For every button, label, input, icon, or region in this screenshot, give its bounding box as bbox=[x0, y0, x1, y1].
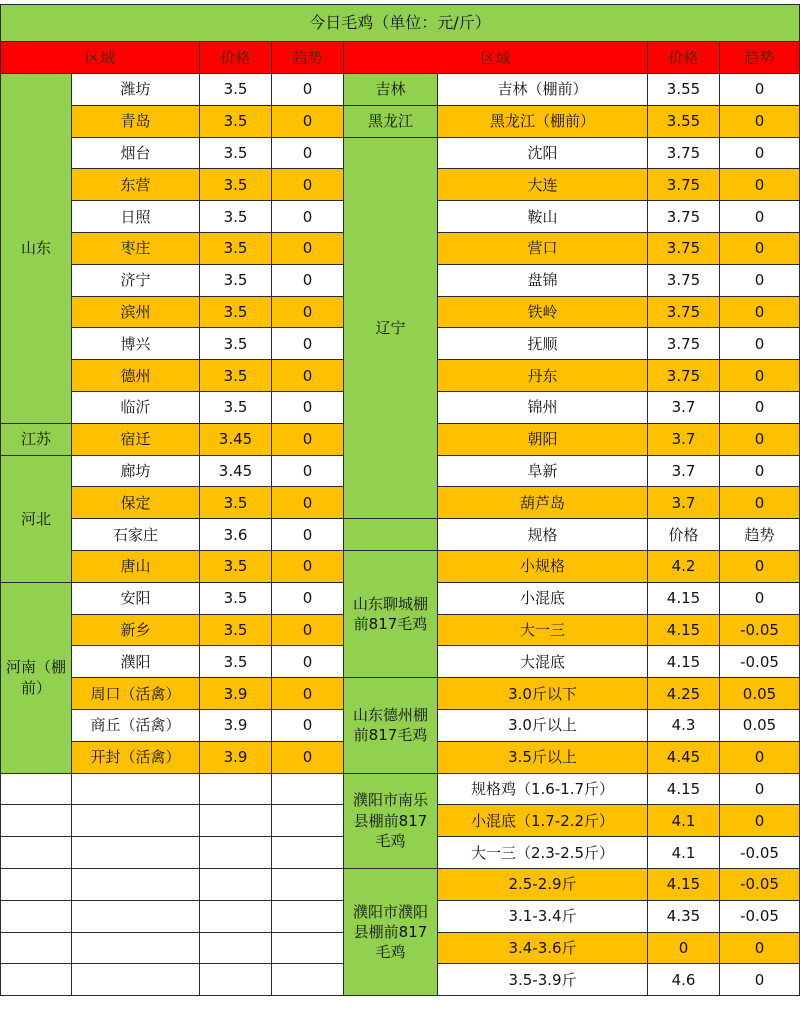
item-price: 3.75 bbox=[648, 328, 720, 360]
item-trend: 0 bbox=[720, 328, 800, 360]
item-name: 3.1-3.4斤 bbox=[438, 901, 648, 933]
item-name: 3.4-3.6斤 bbox=[438, 933, 648, 965]
empty-cell bbox=[72, 933, 200, 965]
city-price: 3.5 bbox=[200, 169, 272, 201]
item-name: 盘锦 bbox=[438, 265, 648, 297]
item-price: 3.75 bbox=[648, 360, 720, 392]
region-group: 辽宁 bbox=[344, 138, 438, 520]
item-price: 3.75 bbox=[648, 138, 720, 170]
city-trend: 0 bbox=[272, 138, 344, 170]
header-price-right: 价格 bbox=[648, 42, 720, 74]
item-name: 大连 bbox=[438, 169, 648, 201]
item-trend: -0.05 bbox=[720, 837, 800, 869]
city-name: 枣庄 bbox=[72, 233, 200, 265]
item-trend: 0 bbox=[720, 201, 800, 233]
city-trend: 0 bbox=[272, 74, 344, 106]
item-trend: -0.05 bbox=[720, 646, 800, 678]
city-trend: 0 bbox=[272, 201, 344, 233]
city-name: 廊坊 bbox=[72, 456, 200, 488]
city-trend: 0 bbox=[272, 710, 344, 742]
city-name: 德州 bbox=[72, 360, 200, 392]
city-trend: 0 bbox=[272, 265, 344, 297]
header-region-right: 区域 bbox=[344, 42, 648, 74]
item-price: 3.55 bbox=[648, 106, 720, 138]
item-trend: 0 bbox=[720, 233, 800, 265]
item-name: 大一三 bbox=[438, 615, 648, 647]
item-name: 3.0斤以下 bbox=[438, 678, 648, 710]
city-price: 3.45 bbox=[200, 424, 272, 456]
province-group: 河北 bbox=[0, 456, 72, 583]
item-price: 4.15 bbox=[648, 646, 720, 678]
item-price: 4.15 bbox=[648, 583, 720, 615]
item-price: 3.75 bbox=[648, 233, 720, 265]
item-price: 3.75 bbox=[648, 169, 720, 201]
item-price: 4.15 bbox=[648, 869, 720, 901]
region-group: 山东聊城棚前817毛鸡 bbox=[344, 551, 438, 678]
item-price: 3.55 bbox=[648, 74, 720, 106]
city-trend: 0 bbox=[272, 233, 344, 265]
empty-cell bbox=[272, 774, 344, 806]
empty-cell bbox=[272, 837, 344, 869]
empty-cell bbox=[272, 805, 344, 837]
item-price: 4.1 bbox=[648, 837, 720, 869]
item-name: 小混底（1.7-2.2斤） bbox=[438, 805, 648, 837]
item-price: 4.3 bbox=[648, 710, 720, 742]
city-name: 石家庄 bbox=[72, 519, 200, 551]
region-group: 黑龙江 bbox=[344, 106, 438, 138]
item-trend: 0 bbox=[720, 774, 800, 806]
item-trend: 0.05 bbox=[720, 710, 800, 742]
city-name: 濮阳 bbox=[72, 646, 200, 678]
empty-cell bbox=[272, 933, 344, 965]
empty-cell bbox=[0, 933, 72, 965]
city-price: 3.9 bbox=[200, 742, 272, 774]
item-name: 大混底 bbox=[438, 646, 648, 678]
empty-cell bbox=[200, 837, 272, 869]
item-name: 规格 bbox=[438, 519, 648, 551]
item-price: 3.75 bbox=[648, 265, 720, 297]
item-price: 3.7 bbox=[648, 487, 720, 519]
header-trend-right: 趋势 bbox=[720, 42, 800, 74]
city-trend: 0 bbox=[272, 360, 344, 392]
item-trend: 0 bbox=[720, 297, 800, 329]
region-group: 吉林 bbox=[344, 74, 438, 106]
item-price: 3.75 bbox=[648, 201, 720, 233]
region-group: 濮阳市濮阳县棚前817毛鸡 bbox=[344, 869, 438, 996]
city-price: 3.5 bbox=[200, 265, 272, 297]
item-name: 黑龙江（棚前） bbox=[438, 106, 648, 138]
item-trend: -0.05 bbox=[720, 869, 800, 901]
item-name: 吉林（棚前） bbox=[438, 74, 648, 106]
item-price: 3.7 bbox=[648, 392, 720, 424]
item-name: 3.5-3.9斤 bbox=[438, 964, 648, 996]
item-price: 4.1 bbox=[648, 805, 720, 837]
item-trend: 0 bbox=[720, 964, 800, 996]
city-trend: 0 bbox=[272, 742, 344, 774]
city-trend: 0 bbox=[272, 583, 344, 615]
city-name: 日照 bbox=[72, 201, 200, 233]
city-name: 新乡 bbox=[72, 615, 200, 647]
city-trend: 0 bbox=[272, 615, 344, 647]
city-name: 青岛 bbox=[72, 106, 200, 138]
region-group bbox=[344, 519, 438, 551]
item-price: 4.2 bbox=[648, 551, 720, 583]
city-trend: 0 bbox=[272, 551, 344, 583]
item-trend: 0 bbox=[720, 742, 800, 774]
city-price: 3.5 bbox=[200, 74, 272, 106]
item-name: 阜新 bbox=[438, 456, 648, 488]
city-name: 东营 bbox=[72, 169, 200, 201]
empty-cell bbox=[0, 837, 72, 869]
region-group: 山东德州棚前817毛鸡 bbox=[344, 678, 438, 773]
empty-cell bbox=[72, 774, 200, 806]
item-name: 朝阳 bbox=[438, 424, 648, 456]
city-price: 3.6 bbox=[200, 519, 272, 551]
item-price: 4.45 bbox=[648, 742, 720, 774]
empty-cell bbox=[0, 901, 72, 933]
province-group: 江苏 bbox=[0, 424, 72, 456]
city-name: 安阳 bbox=[72, 583, 200, 615]
table-title: 今日毛鸡（单位：元/斤） bbox=[0, 4, 800, 42]
item-trend: 0 bbox=[720, 360, 800, 392]
city-name: 开封（活禽） bbox=[72, 742, 200, 774]
city-name: 保定 bbox=[72, 487, 200, 519]
city-price: 3.9 bbox=[200, 710, 272, 742]
empty-cell bbox=[0, 964, 72, 996]
item-price: 4.15 bbox=[648, 774, 720, 806]
empty-cell bbox=[200, 901, 272, 933]
header-price-left: 价格 bbox=[200, 42, 272, 74]
city-price: 3.5 bbox=[200, 646, 272, 678]
empty-cell bbox=[272, 901, 344, 933]
item-name: 铁岭 bbox=[438, 297, 648, 329]
item-trend: 0 bbox=[720, 933, 800, 965]
city-trend: 0 bbox=[272, 519, 344, 551]
city-name: 商丘（活禽） bbox=[72, 710, 200, 742]
item-name: 小混底 bbox=[438, 583, 648, 615]
city-price: 3.5 bbox=[200, 201, 272, 233]
item-price: 3.75 bbox=[648, 297, 720, 329]
item-trend: 0 bbox=[720, 265, 800, 297]
city-trend: 0 bbox=[272, 424, 344, 456]
item-price: 3.7 bbox=[648, 456, 720, 488]
city-name: 滨州 bbox=[72, 297, 200, 329]
item-name: 小规格 bbox=[438, 551, 648, 583]
province-group: 河南（棚前） bbox=[0, 583, 72, 774]
item-trend: 0 bbox=[720, 169, 800, 201]
city-price: 3.5 bbox=[200, 106, 272, 138]
item-name: 3.0斤以上 bbox=[438, 710, 648, 742]
item-trend: -0.05 bbox=[720, 901, 800, 933]
city-trend: 0 bbox=[272, 392, 344, 424]
item-price: 4.15 bbox=[648, 615, 720, 647]
empty-cell bbox=[0, 869, 72, 901]
item-trend: 0 bbox=[720, 106, 800, 138]
header-trend-left: 趋势 bbox=[272, 42, 344, 74]
item-trend: 0 bbox=[720, 392, 800, 424]
city-price: 3.5 bbox=[200, 392, 272, 424]
item-name: 2.5-2.9斤 bbox=[438, 869, 648, 901]
city-price: 3.5 bbox=[200, 487, 272, 519]
city-trend: 0 bbox=[272, 487, 344, 519]
city-name: 潍坊 bbox=[72, 74, 200, 106]
item-trend: 趋势 bbox=[720, 519, 800, 551]
item-trend: 0 bbox=[720, 583, 800, 615]
item-trend: 0 bbox=[720, 456, 800, 488]
city-price: 3.5 bbox=[200, 360, 272, 392]
empty-cell bbox=[200, 774, 272, 806]
city-name: 临沂 bbox=[72, 392, 200, 424]
empty-cell bbox=[0, 805, 72, 837]
city-name: 周口（活禽） bbox=[72, 678, 200, 710]
city-name: 博兴 bbox=[72, 328, 200, 360]
city-price: 3.5 bbox=[200, 615, 272, 647]
empty-cell bbox=[72, 869, 200, 901]
item-price: 0 bbox=[648, 933, 720, 965]
empty-cell bbox=[272, 869, 344, 901]
city-name: 烟台 bbox=[72, 138, 200, 170]
empty-cell bbox=[72, 901, 200, 933]
empty-cell bbox=[200, 964, 272, 996]
empty-cell bbox=[72, 964, 200, 996]
item-name: 丹东 bbox=[438, 360, 648, 392]
item-price: 价格 bbox=[648, 519, 720, 551]
empty-cell bbox=[200, 869, 272, 901]
city-trend: 0 bbox=[272, 678, 344, 710]
city-name: 宿迁 bbox=[72, 424, 200, 456]
item-name: 鞍山 bbox=[438, 201, 648, 233]
item-price: 4.35 bbox=[648, 901, 720, 933]
item-name: 营口 bbox=[438, 233, 648, 265]
item-name: 沈阳 bbox=[438, 138, 648, 170]
city-price: 3.5 bbox=[200, 551, 272, 583]
item-trend: 0 bbox=[720, 551, 800, 583]
item-price: 4.6 bbox=[648, 964, 720, 996]
city-price: 3.5 bbox=[200, 138, 272, 170]
item-name: 3.5斤以上 bbox=[438, 742, 648, 774]
empty-cell bbox=[200, 805, 272, 837]
region-group: 濮阳市南乐县棚前817毛鸡 bbox=[344, 774, 438, 869]
item-name: 抚顺 bbox=[438, 328, 648, 360]
city-trend: 0 bbox=[272, 646, 344, 678]
city-price: 3.9 bbox=[200, 678, 272, 710]
city-price: 3.5 bbox=[200, 297, 272, 329]
item-trend: 0 bbox=[720, 805, 800, 837]
province-group: 山东 bbox=[0, 74, 72, 424]
header-region-left: 区域 bbox=[0, 42, 200, 74]
city-name: 唐山 bbox=[72, 551, 200, 583]
item-price: 3.7 bbox=[648, 424, 720, 456]
item-trend: 0 bbox=[720, 487, 800, 519]
item-trend: 0.05 bbox=[720, 678, 800, 710]
empty-cell bbox=[272, 964, 344, 996]
item-price: 4.25 bbox=[648, 678, 720, 710]
city-name: 济宁 bbox=[72, 265, 200, 297]
empty-cell bbox=[72, 837, 200, 869]
city-trend: 0 bbox=[272, 456, 344, 488]
city-trend: 0 bbox=[272, 328, 344, 360]
item-name: 大一三（2.3-2.5斤） bbox=[438, 837, 648, 869]
empty-cell bbox=[72, 805, 200, 837]
city-trend: 0 bbox=[272, 297, 344, 329]
item-trend: 0 bbox=[720, 424, 800, 456]
item-trend: -0.05 bbox=[720, 615, 800, 647]
city-trend: 0 bbox=[272, 106, 344, 138]
city-price: 3.45 bbox=[200, 456, 272, 488]
city-price: 3.5 bbox=[200, 328, 272, 360]
city-price: 3.5 bbox=[200, 233, 272, 265]
empty-cell bbox=[0, 774, 72, 806]
item-trend: 0 bbox=[720, 138, 800, 170]
empty-cell bbox=[200, 933, 272, 965]
item-name: 葫芦岛 bbox=[438, 487, 648, 519]
item-name: 锦州 bbox=[438, 392, 648, 424]
city-trend: 0 bbox=[272, 169, 344, 201]
city-price: 3.5 bbox=[200, 583, 272, 615]
item-name: 规格鸡（1.6-1.7斤） bbox=[438, 774, 648, 806]
item-trend: 0 bbox=[720, 74, 800, 106]
